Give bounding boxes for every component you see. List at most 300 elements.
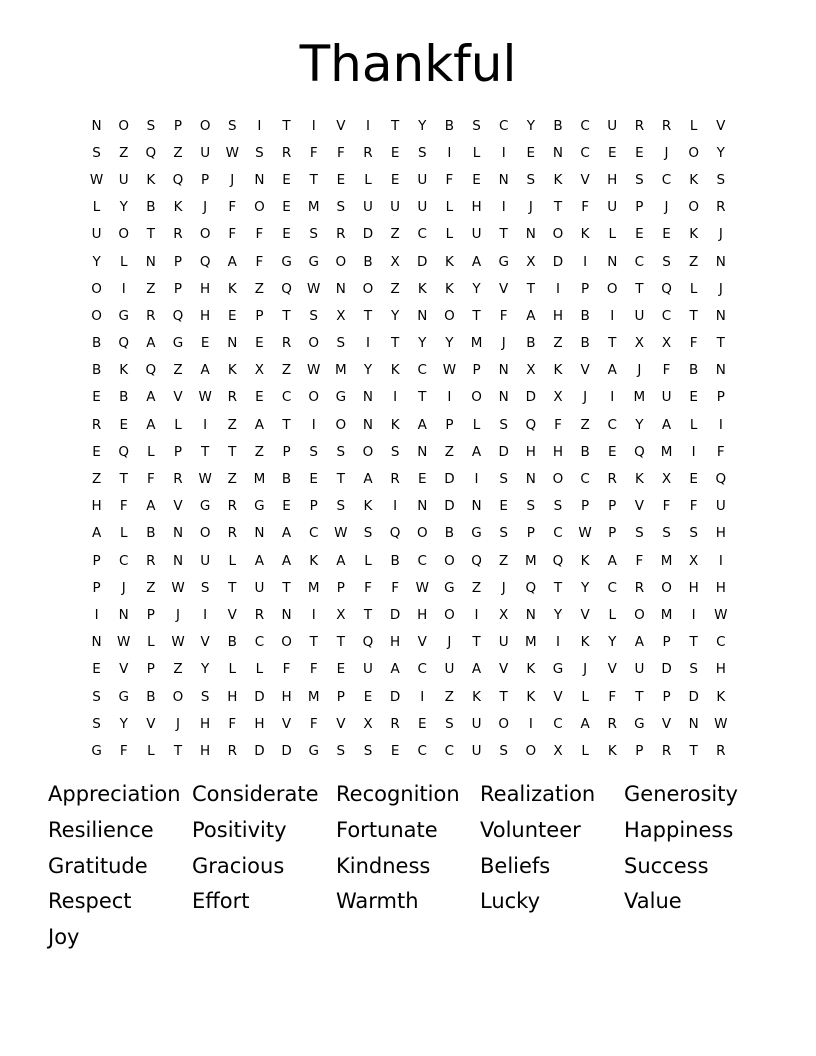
grid-letter[interactable]: K: [607, 742, 617, 759]
grid-letter[interactable]: A: [146, 335, 156, 352]
grid-letter[interactable]: Q: [118, 443, 130, 460]
grid-letter[interactable]: O: [362, 280, 374, 297]
grid-letter[interactable]: F: [662, 362, 671, 379]
grid-letter[interactable]: N: [362, 416, 374, 433]
grid-letter[interactable]: N: [172, 552, 184, 569]
grid-letter[interactable]: B: [444, 117, 455, 134]
grid-letter[interactable]: L: [608, 226, 616, 243]
grid-letter[interactable]: S: [662, 525, 671, 542]
grid-letter[interactable]: Y: [418, 335, 427, 352]
grid-letter[interactable]: P: [146, 661, 155, 678]
grid-letter[interactable]: M: [470, 335, 483, 352]
grid-letter[interactable]: S: [363, 742, 373, 759]
grid-letter[interactable]: R: [146, 307, 156, 324]
grid-letter[interactable]: B: [91, 362, 102, 379]
grid-letter[interactable]: Z: [390, 280, 400, 297]
grid-letter[interactable]: S: [336, 443, 346, 460]
grid-letter[interactable]: X: [499, 606, 509, 623]
grid-letter[interactable]: L: [228, 552, 237, 569]
grid-letter[interactable]: H: [281, 688, 292, 705]
grid-letter[interactable]: S: [689, 661, 698, 678]
grid-letter[interactable]: K: [526, 661, 536, 678]
grid-letter[interactable]: J: [176, 715, 180, 732]
grid-letter[interactable]: Z: [553, 335, 563, 352]
grid-letter[interactable]: L: [255, 661, 264, 678]
grid-letter[interactable]: S: [146, 117, 156, 134]
grid-letter[interactable]: H: [552, 443, 564, 460]
grid-letter[interactable]: G: [281, 253, 292, 270]
grid-letter[interactable]: W: [198, 471, 212, 488]
grid-letter[interactable]: Z: [444, 443, 455, 460]
grid-letter[interactable]: L: [581, 688, 589, 705]
grid-letter[interactable]: Y: [119, 199, 128, 216]
grid-letter[interactable]: B: [146, 525, 156, 542]
grid-letter[interactable]: I: [718, 552, 723, 569]
grid-letter[interactable]: V: [417, 634, 427, 651]
grid-letter[interactable]: Z: [254, 280, 265, 297]
grid-letter[interactable]: W: [578, 525, 592, 542]
grid-letter[interactable]: I: [555, 280, 560, 297]
grid-letter[interactable]: U: [607, 117, 618, 134]
grid-letter[interactable]: B: [580, 307, 590, 324]
grid-letter[interactable]: O: [444, 606, 455, 623]
grid-letter[interactable]: O: [552, 226, 564, 243]
grid-letter[interactable]: B: [281, 471, 292, 488]
grid-letter[interactable]: Q: [172, 171, 184, 188]
grid-letter[interactable]: G: [118, 307, 129, 324]
grid-letter[interactable]: G: [308, 253, 319, 270]
grid-letter[interactable]: I: [393, 498, 398, 515]
grid-letter[interactable]: L: [364, 552, 372, 569]
grid-letter[interactable]: G: [254, 498, 265, 515]
grid-letter[interactable]: D: [688, 688, 699, 705]
grid-letter[interactable]: P: [255, 307, 264, 324]
grid-letter[interactable]: K: [309, 552, 319, 569]
grid-letter[interactable]: Q: [715, 471, 727, 488]
grid-letter[interactable]: P: [635, 742, 644, 759]
grid-letter[interactable]: V: [227, 606, 237, 623]
grid-letter[interactable]: E: [472, 171, 481, 188]
grid-letter[interactable]: D: [389, 606, 401, 623]
grid-letter[interactable]: O: [362, 443, 374, 460]
grid-letter[interactable]: P: [472, 362, 481, 379]
grid-letter[interactable]: Z: [499, 552, 509, 569]
grid-letter[interactable]: Q: [525, 579, 537, 596]
grid-letter[interactable]: B: [91, 335, 102, 352]
grid-letter[interactable]: K: [580, 552, 590, 569]
grid-letter[interactable]: S: [553, 498, 563, 515]
grid-letter[interactable]: C: [607, 579, 617, 596]
grid-letter[interactable]: R: [634, 117, 645, 134]
grid-letter[interactable]: G: [308, 742, 319, 759]
grid-letter[interactable]: R: [607, 471, 617, 488]
grid-letter[interactable]: S: [363, 525, 373, 542]
grid-letter[interactable]: F: [554, 416, 562, 433]
grid-letter[interactable]: A: [91, 525, 102, 542]
grid-letter[interactable]: A: [607, 552, 617, 569]
grid-letter[interactable]: N: [498, 389, 509, 406]
grid-letter[interactable]: E: [662, 226, 671, 243]
grid-letter[interactable]: R: [634, 579, 645, 596]
grid-letter[interactable]: S: [499, 742, 508, 759]
grid-letter[interactable]: J: [121, 579, 126, 596]
grid-letter[interactable]: W: [89, 171, 104, 188]
grid-letter[interactable]: S: [526, 171, 536, 188]
grid-letter[interactable]: R: [661, 117, 672, 134]
grid-letter[interactable]: T: [526, 280, 535, 297]
grid-letter[interactable]: T: [146, 226, 155, 243]
grid-letter[interactable]: S: [635, 171, 644, 188]
grid-letter[interactable]: A: [336, 552, 346, 569]
grid-letter[interactable]: O: [444, 307, 455, 324]
grid-letter[interactable]: K: [580, 226, 590, 243]
grid-letter[interactable]: I: [420, 688, 425, 705]
grid-letter[interactable]: R: [173, 471, 183, 488]
grid-letter[interactable]: U: [363, 661, 373, 678]
grid-letter[interactable]: O: [91, 307, 102, 324]
grid-letter[interactable]: Y: [553, 606, 563, 623]
grid-letter[interactable]: W: [171, 634, 185, 651]
grid-letter[interactable]: K: [716, 688, 726, 705]
grid-letter[interactable]: N: [471, 498, 482, 515]
grid-letter[interactable]: S: [92, 688, 101, 705]
grid-letter[interactable]: S: [92, 715, 101, 732]
grid-letter[interactable]: J: [528, 199, 533, 216]
grid-letter[interactable]: S: [472, 117, 481, 134]
grid-letter[interactable]: X: [336, 606, 346, 623]
grid-letter[interactable]: J: [583, 389, 588, 406]
grid-letter[interactable]: L: [147, 443, 155, 460]
grid-letter[interactable]: I: [474, 606, 479, 623]
grid-letter[interactable]: S: [255, 144, 264, 161]
grid-letter[interactable]: N: [715, 307, 726, 324]
grid-letter[interactable]: L: [608, 606, 616, 623]
grid-letter[interactable]: D: [389, 688, 401, 705]
grid-letter[interactable]: C: [580, 144, 590, 161]
grid-letter[interactable]: A: [146, 416, 156, 433]
grid-letter[interactable]: I: [718, 416, 723, 433]
grid-letter[interactable]: O: [308, 389, 320, 406]
grid-letter[interactable]: A: [661, 416, 672, 433]
grid-letter[interactable]: J: [664, 199, 669, 216]
grid-letter[interactable]: N: [281, 606, 292, 623]
grid-letter[interactable]: U: [471, 226, 482, 243]
grid-letter[interactable]: E: [255, 389, 264, 406]
grid-letter[interactable]: H: [200, 307, 211, 324]
grid-letter[interactable]: L: [92, 199, 101, 216]
grid-letter[interactable]: J: [637, 362, 642, 379]
grid-letter[interactable]: E: [119, 416, 128, 433]
grid-letter[interactable]: B: [390, 552, 400, 569]
grid-letter[interactable]: O: [552, 471, 564, 488]
grid-letter[interactable]: A: [471, 253, 482, 270]
grid-letter[interactable]: H: [390, 634, 401, 651]
grid-letter[interactable]: C: [661, 171, 672, 188]
grid-letter[interactable]: X: [336, 307, 346, 324]
grid-letter[interactable]: E: [417, 471, 427, 488]
grid-letter[interactable]: P: [526, 525, 535, 542]
grid-letter[interactable]: G: [471, 525, 482, 542]
grid-letter[interactable]: N: [525, 471, 536, 488]
grid-letter[interactable]: X: [634, 335, 644, 352]
grid-letter[interactable]: A: [390, 661, 400, 678]
grid-letter[interactable]: C: [580, 117, 590, 134]
grid-letter[interactable]: M: [660, 552, 673, 569]
grid-letter[interactable]: I: [610, 307, 615, 324]
grid-letter[interactable]: C: [661, 307, 672, 324]
grid-letter[interactable]: E: [92, 661, 101, 678]
grid-letter[interactable]: A: [281, 552, 292, 569]
grid-letter[interactable]: L: [119, 253, 128, 270]
grid-letter[interactable]: N: [172, 525, 184, 542]
grid-letter[interactable]: D: [254, 742, 265, 759]
grid-letter[interactable]: N: [254, 525, 265, 542]
grid-letter[interactable]: K: [119, 362, 129, 379]
grid-letter[interactable]: E: [390, 144, 400, 161]
grid-letter[interactable]: V: [634, 498, 644, 515]
grid-letter[interactable]: C: [254, 634, 265, 651]
grid-letter[interactable]: S: [336, 498, 346, 515]
grid-letter[interactable]: Z: [173, 362, 183, 379]
grid-letter[interactable]: S: [716, 171, 726, 188]
grid-letter[interactable]: E: [282, 171, 291, 188]
grid-letter[interactable]: O: [525, 742, 537, 759]
grid-letter[interactable]: B: [689, 362, 699, 379]
grid-letter[interactable]: X: [254, 362, 265, 379]
grid-letter[interactable]: C: [281, 389, 292, 406]
grid-letter[interactable]: R: [173, 226, 183, 243]
grid-letter[interactable]: F: [228, 226, 237, 243]
grid-letter[interactable]: G: [172, 335, 184, 352]
grid-letter[interactable]: I: [501, 144, 506, 161]
grid-letter[interactable]: T: [499, 226, 508, 243]
grid-letter[interactable]: S: [336, 199, 346, 216]
grid-letter[interactable]: N: [417, 498, 428, 515]
grid-letter[interactable]: I: [610, 389, 615, 406]
grid-letter[interactable]: P: [581, 280, 590, 297]
grid-letter[interactable]: E: [309, 471, 318, 488]
grid-letter[interactable]: G: [444, 579, 455, 596]
grid-letter[interactable]: G: [634, 715, 645, 732]
grid-letter[interactable]: W: [198, 389, 212, 406]
grid-letter[interactable]: B: [146, 688, 156, 705]
grid-letter[interactable]: L: [445, 199, 454, 216]
grid-letter[interactable]: J: [230, 171, 235, 188]
grid-letter[interactable]: N: [145, 253, 156, 270]
grid-letter[interactable]: C: [553, 525, 563, 542]
grid-letter[interactable]: P: [92, 552, 101, 569]
grid-letter[interactable]: J: [718, 226, 723, 243]
grid-letter[interactable]: N: [715, 362, 726, 379]
grid-letter[interactable]: M: [335, 362, 347, 379]
grid-letter[interactable]: N: [91, 117, 102, 134]
grid-letter[interactable]: Z: [173, 144, 183, 161]
grid-letter[interactable]: N: [498, 171, 509, 188]
grid-letter[interactable]: J: [203, 199, 208, 216]
grid-letter[interactable]: N: [525, 606, 536, 623]
grid-letter[interactable]: K: [553, 171, 563, 188]
grid-letter[interactable]: Y: [580, 579, 590, 596]
grid-letter[interactable]: F: [119, 742, 128, 759]
grid-letter[interactable]: F: [255, 253, 264, 270]
grid-letter[interactable]: T: [635, 280, 644, 297]
grid-letter[interactable]: P: [662, 688, 671, 705]
grid-letter[interactable]: O: [308, 335, 320, 352]
grid-letter[interactable]: E: [363, 688, 373, 705]
grid-letter[interactable]: N: [254, 171, 265, 188]
grid-letter[interactable]: A: [254, 416, 265, 433]
grid-letter[interactable]: R: [390, 715, 400, 732]
grid-letter[interactable]: S: [336, 335, 346, 352]
grid-letter[interactable]: H: [471, 199, 482, 216]
grid-letter[interactable]: T: [282, 416, 291, 433]
grid-letter[interactable]: N: [607, 253, 618, 270]
grid-letter[interactable]: Z: [227, 416, 237, 433]
grid-letter[interactable]: N: [417, 443, 428, 460]
grid-letter[interactable]: L: [689, 280, 698, 297]
grid-letter[interactable]: H: [227, 688, 238, 705]
grid-letter[interactable]: R: [254, 606, 265, 623]
grid-letter[interactable]: Y: [526, 117, 535, 134]
grid-letter[interactable]: R: [390, 471, 400, 488]
grid-letter[interactable]: H: [607, 171, 618, 188]
grid-letter[interactable]: V: [281, 715, 292, 732]
grid-letter[interactable]: K: [689, 171, 699, 188]
grid-letter[interactable]: X: [526, 362, 536, 379]
grid-letter[interactable]: S: [390, 443, 400, 460]
grid-letter[interactable]: K: [227, 362, 237, 379]
grid-letter[interactable]: E: [689, 389, 698, 406]
grid-letter[interactable]: S: [92, 144, 101, 161]
grid-letter[interactable]: V: [553, 688, 563, 705]
grid-letter[interactable]: A: [281, 525, 292, 542]
grid-letter[interactable]: T: [635, 688, 644, 705]
grid-letter[interactable]: T: [336, 634, 345, 651]
grid-letter[interactable]: L: [174, 416, 182, 433]
grid-letter[interactable]: X: [363, 715, 373, 732]
grid-letter[interactable]: W: [334, 525, 348, 542]
grid-letter[interactable]: D: [498, 443, 509, 460]
grid-letter[interactable]: T: [553, 199, 563, 216]
grid-letter[interactable]: S: [309, 443, 318, 460]
grid-letter[interactable]: R: [336, 226, 346, 243]
grid-letter[interactable]: M: [307, 688, 320, 705]
grid-letter[interactable]: I: [311, 606, 316, 623]
grid-letter[interactable]: T: [309, 634, 318, 651]
grid-letter[interactable]: B: [227, 634, 237, 651]
grid-letter[interactable]: I: [257, 117, 262, 134]
grid-letter[interactable]: N: [417, 307, 428, 324]
grid-letter[interactable]: T: [363, 606, 373, 623]
grid-letter[interactable]: L: [147, 634, 155, 651]
grid-letter[interactable]: T: [282, 117, 291, 134]
grid-letter[interactable]: Z: [119, 144, 129, 161]
grid-letter[interactable]: K: [363, 498, 373, 515]
grid-letter[interactable]: T: [390, 117, 400, 134]
grid-letter[interactable]: B: [580, 443, 590, 460]
grid-letter[interactable]: S: [227, 117, 237, 134]
grid-letter[interactable]: O: [688, 199, 699, 216]
grid-letter[interactable]: T: [309, 171, 318, 188]
grid-letter[interactable]: G: [552, 661, 564, 678]
grid-letter[interactable]: A: [580, 715, 590, 732]
grid-letter[interactable]: T: [418, 389, 427, 406]
grid-letter[interactable]: H: [200, 715, 211, 732]
grid-letter[interactable]: F: [716, 443, 725, 460]
grid-letter[interactable]: H: [91, 498, 102, 515]
grid-letter[interactable]: D: [525, 389, 537, 406]
grid-letter[interactable]: F: [282, 661, 291, 678]
grid-letter[interactable]: R: [607, 715, 617, 732]
grid-letter[interactable]: I: [365, 117, 370, 134]
grid-letter[interactable]: E: [336, 171, 346, 188]
grid-letter[interactable]: J: [501, 335, 506, 352]
grid-letter[interactable]: M: [253, 471, 266, 488]
grid-letter[interactable]: O: [634, 606, 645, 623]
grid-letter[interactable]: C: [716, 634, 726, 651]
grid-letter[interactable]: L: [445, 226, 454, 243]
grid-letter[interactable]: C: [444, 742, 455, 759]
grid-letter[interactable]: C: [417, 661, 427, 678]
grid-letter[interactable]: W: [307, 362, 321, 379]
grid-letter[interactable]: Y: [390, 307, 400, 324]
grid-letter[interactable]: I: [203, 606, 208, 623]
grid-letter[interactable]: R: [146, 552, 156, 569]
grid-letter[interactable]: Q: [118, 335, 130, 352]
grid-letter[interactable]: Y: [608, 634, 617, 651]
grid-letter[interactable]: P: [92, 579, 101, 596]
grid-letter[interactable]: P: [608, 498, 617, 515]
grid-letter[interactable]: P: [282, 443, 291, 460]
grid-letter[interactable]: D: [661, 661, 672, 678]
grid-letter[interactable]: I: [203, 416, 208, 433]
grid-letter[interactable]: K: [390, 416, 400, 433]
grid-letter[interactable]: U: [254, 579, 265, 596]
grid-letter[interactable]: O: [444, 552, 455, 569]
grid-letter[interactable]: X: [390, 253, 400, 270]
grid-letter[interactable]: B: [146, 199, 156, 216]
grid-letter[interactable]: J: [176, 606, 180, 623]
grid-letter[interactable]: Z: [227, 471, 237, 488]
grid-letter[interactable]: I: [555, 634, 560, 651]
grid-letter[interactable]: J: [718, 280, 723, 297]
grid-letter[interactable]: S: [662, 253, 671, 270]
grid-letter[interactable]: E: [390, 171, 400, 188]
grid-letter[interactable]: R: [716, 199, 726, 216]
grid-letter[interactable]: I: [447, 144, 452, 161]
grid-letter[interactable]: U: [471, 742, 482, 759]
grid-letter[interactable]: D: [444, 471, 455, 488]
grid-letter[interactable]: F: [581, 199, 589, 216]
grid-letter[interactable]: D: [417, 253, 428, 270]
grid-letter[interactable]: R: [661, 742, 672, 759]
grid-letter[interactable]: D: [362, 226, 374, 243]
grid-letter[interactable]: E: [607, 443, 617, 460]
grid-letter[interactable]: Q: [661, 280, 672, 297]
grid-letter[interactable]: S: [417, 144, 427, 161]
grid-letter[interactable]: F: [364, 579, 372, 596]
grid-letter[interactable]: I: [365, 335, 370, 352]
grid-letter[interactable]: M: [524, 634, 537, 651]
grid-letter[interactable]: K: [417, 280, 427, 297]
grid-letter[interactable]: O: [118, 226, 130, 243]
grid-letter[interactable]: O: [661, 579, 672, 596]
grid-letter[interactable]: Q: [471, 552, 482, 569]
grid-letter[interactable]: S: [309, 226, 318, 243]
grid-letter[interactable]: H: [200, 742, 211, 759]
grid-letter[interactable]: S: [200, 579, 210, 596]
grid-letter[interactable]: Q: [281, 280, 292, 297]
